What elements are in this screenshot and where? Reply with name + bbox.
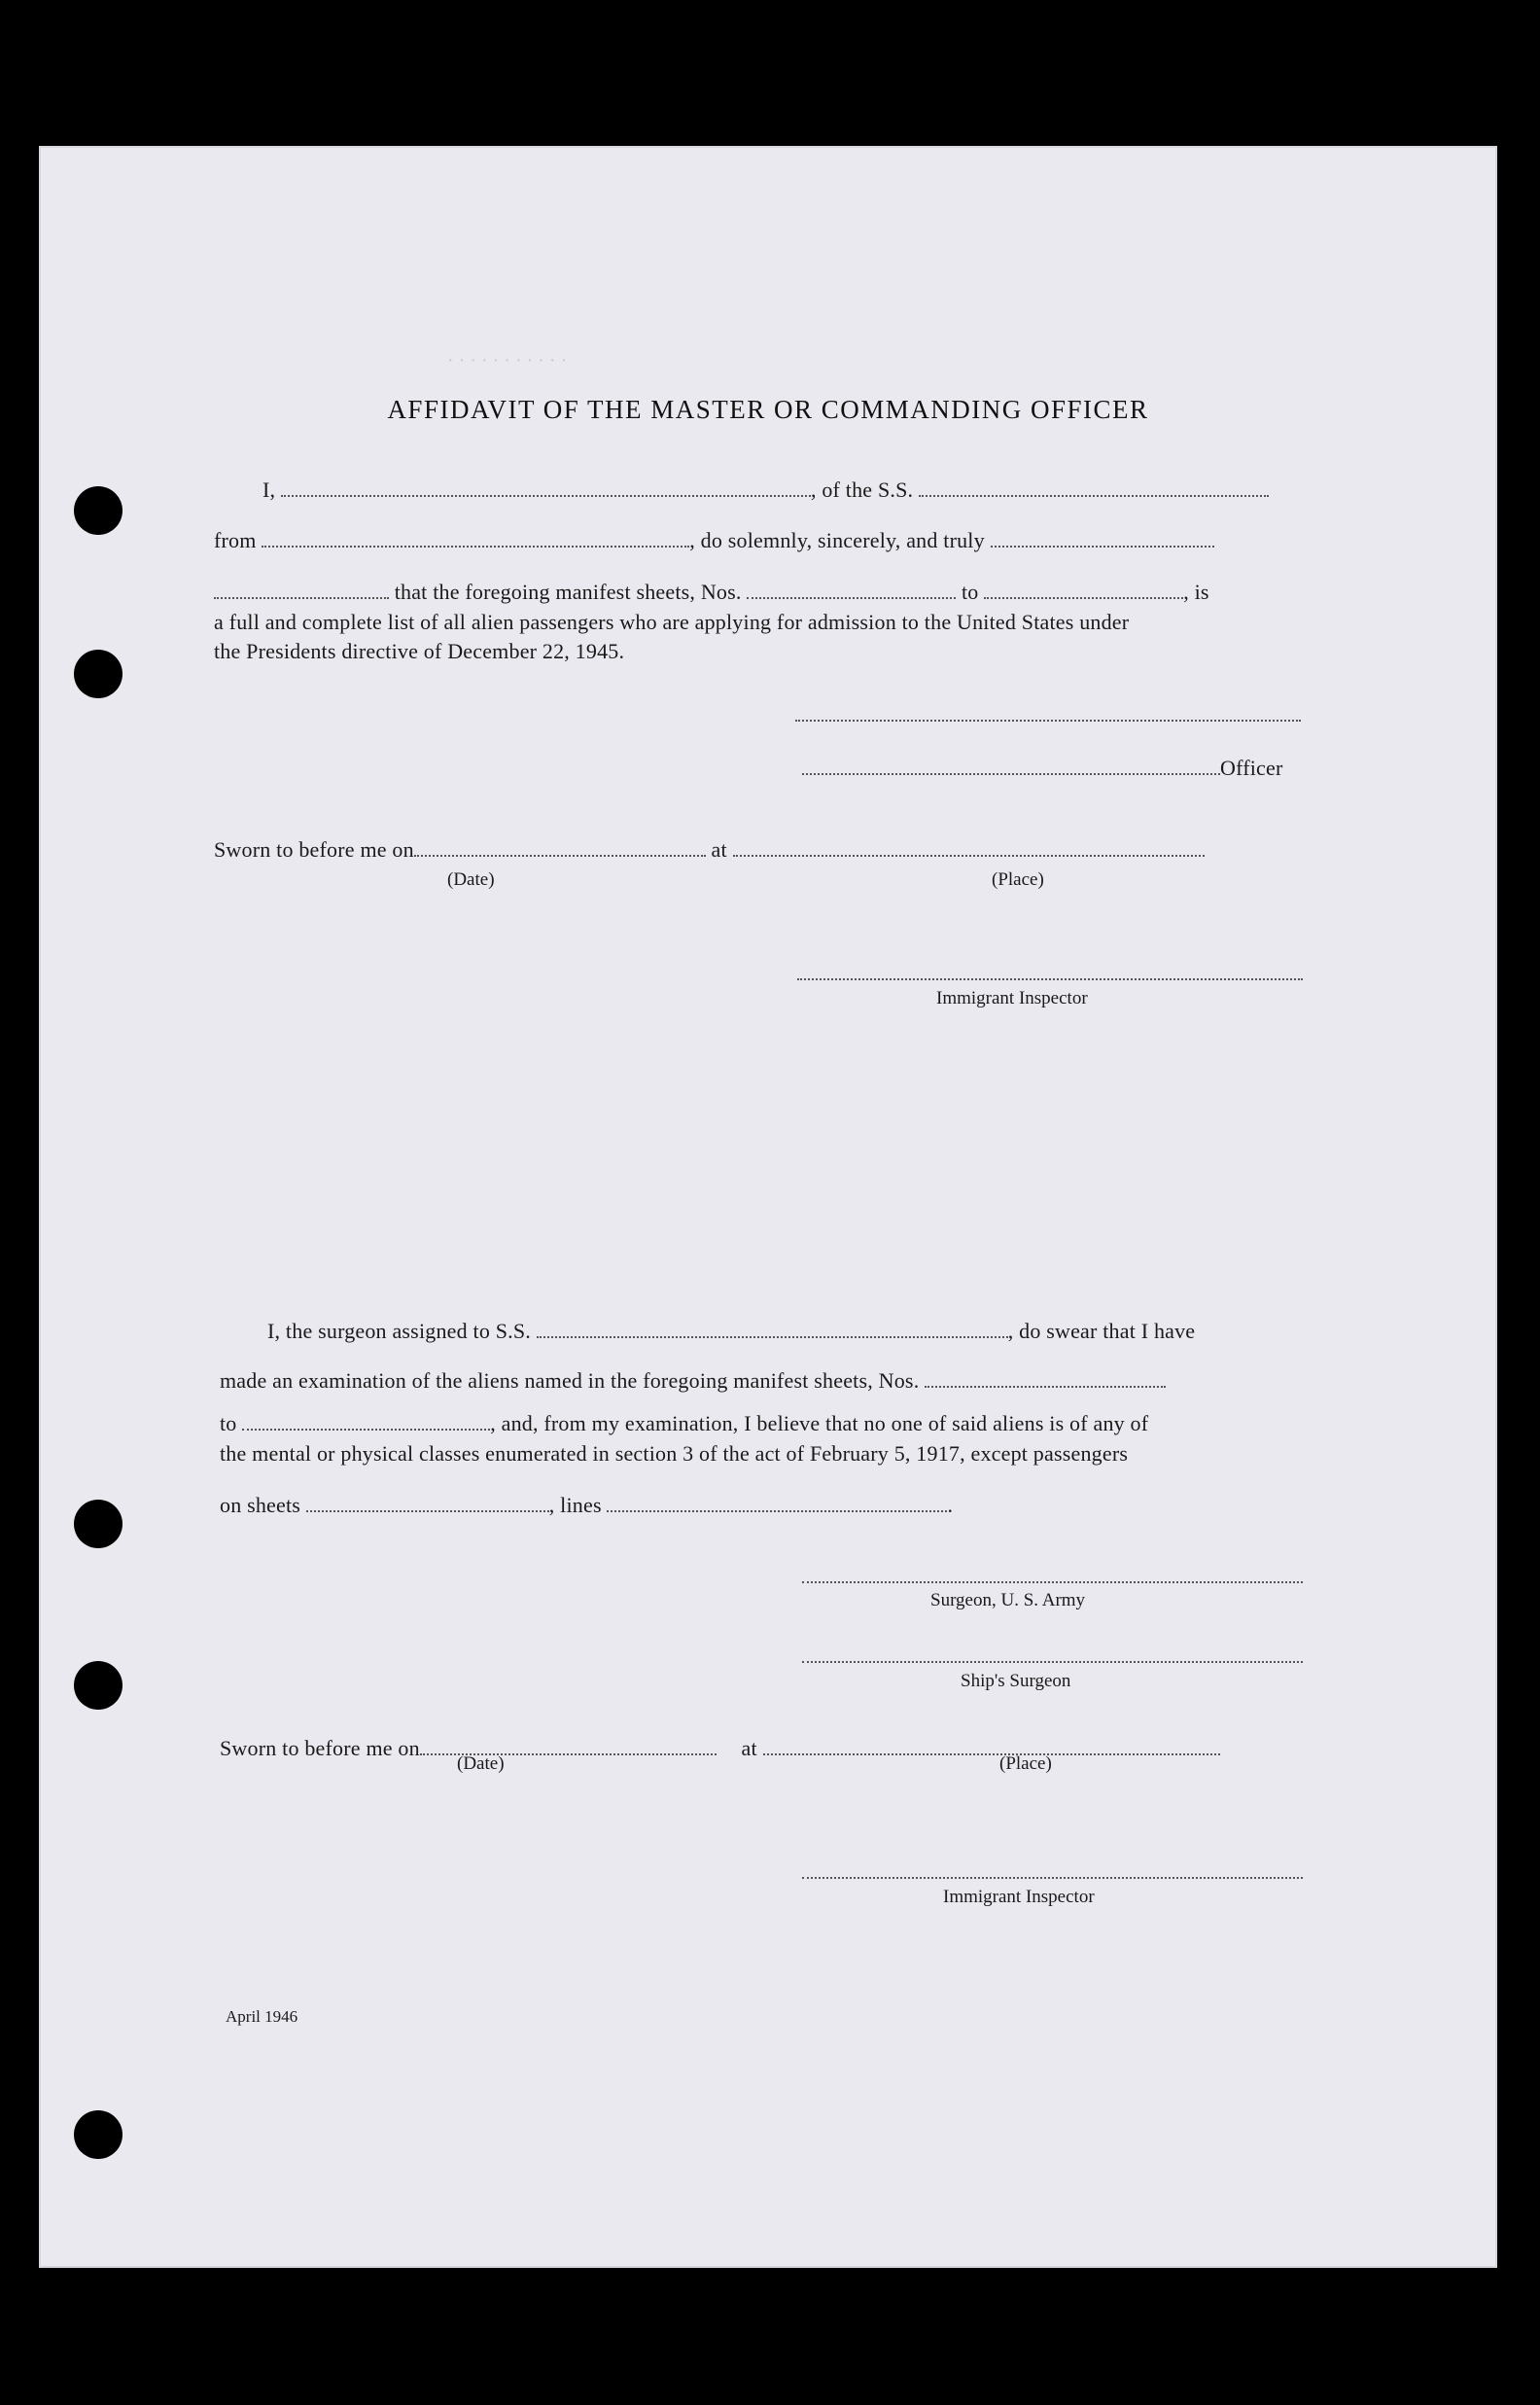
army-surgeon-signature-line[interactable] <box>802 1579 1303 1583</box>
master-sheet-to-field[interactable] <box>984 580 1183 599</box>
master-sworn-date-field[interactable] <box>414 837 706 857</box>
master-ship-field[interactable] <box>919 477 1269 497</box>
master-sheet-from-field[interactable] <box>747 580 956 599</box>
master-oath-field[interactable] <box>991 528 1214 548</box>
officer-name-field[interactable] <box>802 756 1220 775</box>
master-signature-line[interactable] <box>795 718 1301 722</box>
binder-hole <box>74 1500 122 1548</box>
surgeon-line-4: the mental or physical classes enumerated in section 3 of the act of February 5, 1917, except passengers <box>220 1441 1129 1466</box>
surgeon-sworn-line: Sworn to before me on at <box>220 1735 1220 1762</box>
surgeon-ship-field[interactable] <box>537 1319 1008 1338</box>
surgeon-date-caption: (Date) <box>457 1753 505 1774</box>
master-line-3: that the foregoing manifest sheets, Nos. to , is <box>214 579 1209 606</box>
bleed-through-marks: · · · · · · · · · · · <box>447 350 568 371</box>
surgeon-sworn-date-field[interactable] <box>420 1736 717 1755</box>
binder-hole <box>74 650 122 698</box>
master-date-caption: (Date) <box>447 869 495 890</box>
master-inspector-signature-line[interactable] <box>797 976 1303 980</box>
master-affidavit-title: AFFIDAVIT OF THE MASTER OR COMMANDING OFFICER <box>387 395 1149 424</box>
master-line-4: a full and complete list of all alien passengers who are applying for admission to the United States under <box>214 610 1130 634</box>
form-date-footer: April 1946 <box>226 2007 298 2026</box>
surgeon-sheet-from-field[interactable] <box>925 1368 1166 1388</box>
officer-line: Officer <box>802 755 1283 782</box>
master-from-field[interactable] <box>262 528 689 548</box>
surgeon-sworn-place-field[interactable] <box>763 1736 1220 1755</box>
ship-surgeon-caption: Ship's Surgeon <box>961 1671 1071 1691</box>
master-sworn-place-field[interactable] <box>733 837 1205 857</box>
surgeon-sheet-to-field[interactable] <box>242 1411 490 1431</box>
master-line-2: from , do solemnly, sincerely, and truly <box>214 527 1214 554</box>
binder-hole <box>74 486 122 535</box>
surgeon-lines-field[interactable] <box>607 1493 947 1512</box>
binder-hole <box>74 2110 122 2159</box>
master-place-caption: (Place) <box>992 869 1044 890</box>
master-inspector-caption: Immigrant Inspector <box>936 988 1088 1008</box>
ship-surgeon-signature-line[interactable] <box>802 1659 1303 1663</box>
form-sheet <box>39 146 1497 2268</box>
surgeon-line-5: on sheets , lines . <box>220 1493 954 1517</box>
surgeon-line-3: to , and, from my examination, I believe that no one of said aliens is of any of <box>220 1411 1149 1435</box>
army-surgeon-caption: Surgeon, U. S. Army <box>930 1590 1086 1610</box>
surgeon-inspector-signature-line[interactable] <box>802 1875 1303 1879</box>
master-oath-word-field[interactable] <box>214 580 389 599</box>
surgeon-line-1: I, the surgeon assigned to S.S. , do swear that I have <box>267 1319 1196 1343</box>
binder-hole <box>74 1661 122 1710</box>
master-name-field[interactable] <box>281 477 811 497</box>
surgeon-inspector-caption: Immigrant Inspector <box>943 1887 1095 1907</box>
master-sworn-line: Sworn to before me on at <box>214 836 1205 864</box>
surgeon-line-2: made an examination of the aliens named in the foregoing manifest sheets, Nos. <box>220 1367 1166 1395</box>
master-line-5: the Presidents directive of December 22, 1945. <box>214 639 625 663</box>
surgeon-sheets-field[interactable] <box>306 1493 549 1512</box>
surgeon-place-caption: (Place) <box>999 1753 1052 1774</box>
master-line-1: I, , of the S.S. <box>262 477 1269 504</box>
